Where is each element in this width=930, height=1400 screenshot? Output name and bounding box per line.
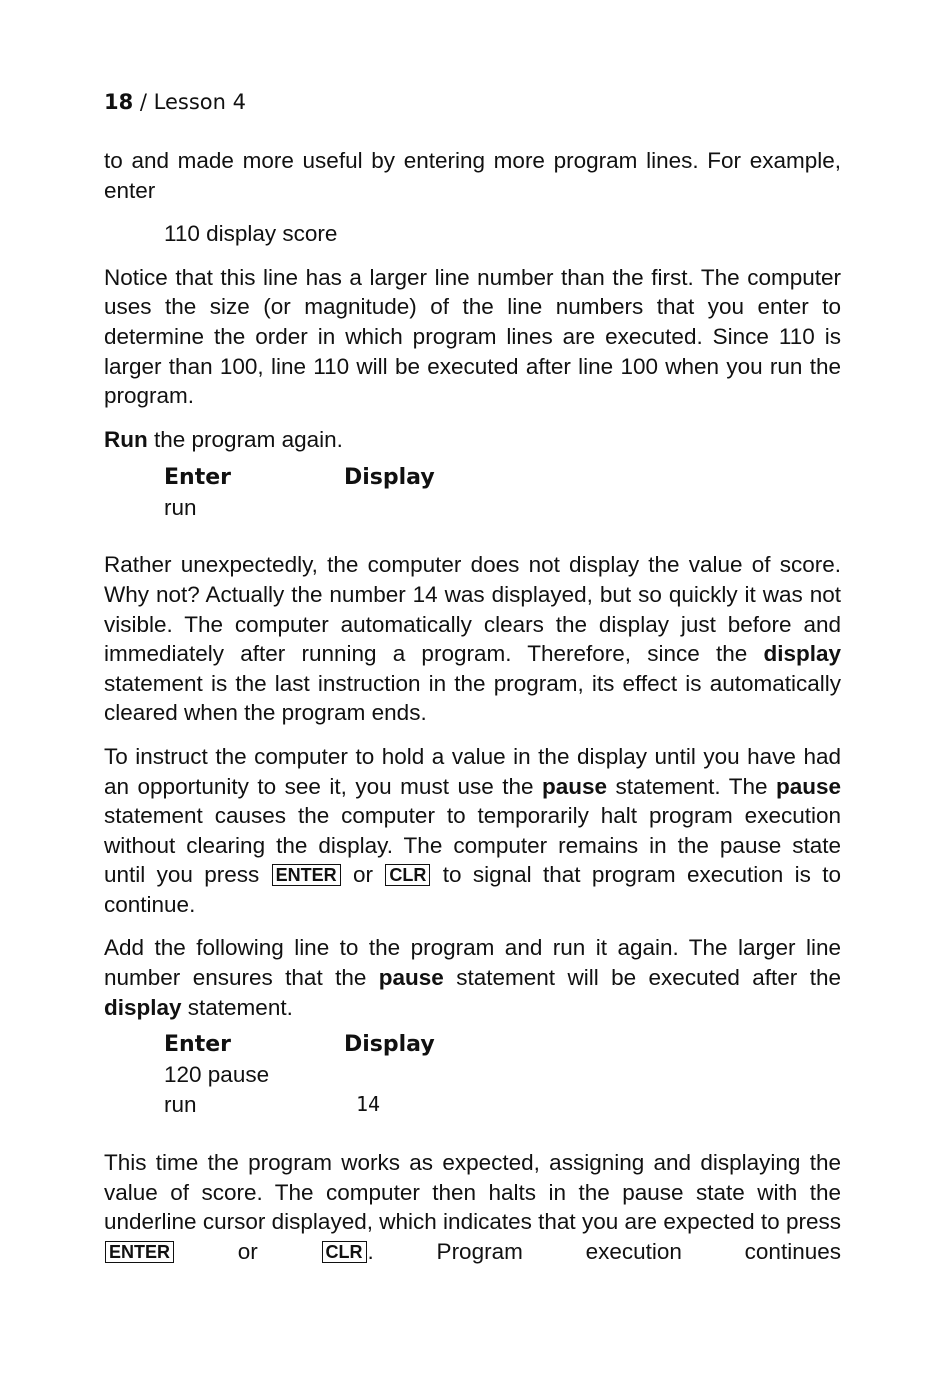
table-row — [164, 492, 841, 522]
p6-bold-pause: pause — [378, 965, 444, 991]
p5-bold-pause-2: pause — [775, 773, 842, 799]
p4-c: statement is the last instruction in the program, its effect is automatically cleared when the program ends. — [104, 670, 841, 726]
col-display-header: Display — [344, 1032, 435, 1058]
paragraph-7 — [104, 1148, 841, 1266]
table-row — [164, 1060, 841, 1090]
p3-text: the program again. — [147, 426, 343, 452]
clr-key: CLR — [322, 1241, 367, 1263]
page-header — [104, 88, 841, 118]
p5-e: statement causes the computer to temporarily halt program execution without clearing the display. The computer remains in the pause state until you press — [104, 803, 841, 888]
header-separator: / — [133, 90, 154, 114]
enter-cell: run — [164, 1092, 197, 1118]
p6-bold-display: display — [104, 994, 182, 1020]
clr-key: CLR — [385, 864, 430, 886]
p5-g: to signal that program execution is to continue. — [104, 862, 842, 917]
paragraph-4 — [104, 550, 841, 728]
display-cell: 14 — [356, 1092, 381, 1117]
p5-bold-pause: pause — [542, 773, 608, 799]
paragraph-1: to and made more useful by entering more program lines. For example, enter — [104, 148, 841, 203]
p5-a: To instruct the computer to hold a value in the display until you have had an opportunity to see it, you must use the — [104, 743, 841, 799]
p7-b: or — [175, 1239, 321, 1265]
enter-key: ENTER — [105, 1241, 174, 1263]
paragraph-5 — [104, 742, 841, 920]
page-number: 18 — [104, 90, 134, 114]
enter-display-table-2 — [104, 1030, 841, 1120]
p6-e: statement. — [181, 994, 293, 1020]
paragraph-6 — [104, 933, 841, 1022]
col-display-header: Display — [344, 464, 435, 490]
p6-c: statement will be executed after the — [443, 965, 841, 991]
enter-cell: run — [164, 494, 197, 520]
paragraph-2: Notice that this line has a larger line number than the first. The computer uses the size (or magnitude) of the line numbers that you enter to determine the order in which program lines are executed. Since 110 is larger than 100, line 110 will be executed after line 100 when you run the program. — [104, 264, 841, 409]
enter-cell: 120 pause — [164, 1062, 270, 1088]
p5-c: statement. The — [607, 773, 776, 799]
p6-a: Add the following line to the program and run it again. The larger line number ensures that the — [104, 935, 841, 991]
section-title: Lesson 4 — [153, 90, 246, 114]
col-enter-header: Enter — [164, 464, 231, 490]
col-enter-header: Enter — [164, 1032, 231, 1058]
page — [104, 88, 841, 1267]
enter-key: ENTER — [272, 864, 341, 886]
p4-a: Rather unexpectedly, the computer does not display the value of score. Why not? Actually the number 14 was displayed, but so quickly it was not visible. The computer automatically clears the display just before and immediately after running a program. Therefore, since the — [104, 552, 841, 667]
code-line-110: 110 display score — [164, 221, 338, 247]
p4-bold-display: display — [763, 641, 841, 667]
run-bold: Run — [104, 426, 148, 452]
paragraph-3 — [104, 425, 841, 455]
p5-f: or — [341, 862, 385, 888]
table-row — [164, 1090, 841, 1120]
p7-c: . Program execution continues — [367, 1239, 841, 1265]
p7-a: This time the program works as expected, assigning and displaying the value of score. The computer then halts in the pause state with the underline cursor displayed, which indicates that you are expected to press — [104, 1150, 841, 1235]
enter-display-table-1 — [104, 462, 841, 522]
